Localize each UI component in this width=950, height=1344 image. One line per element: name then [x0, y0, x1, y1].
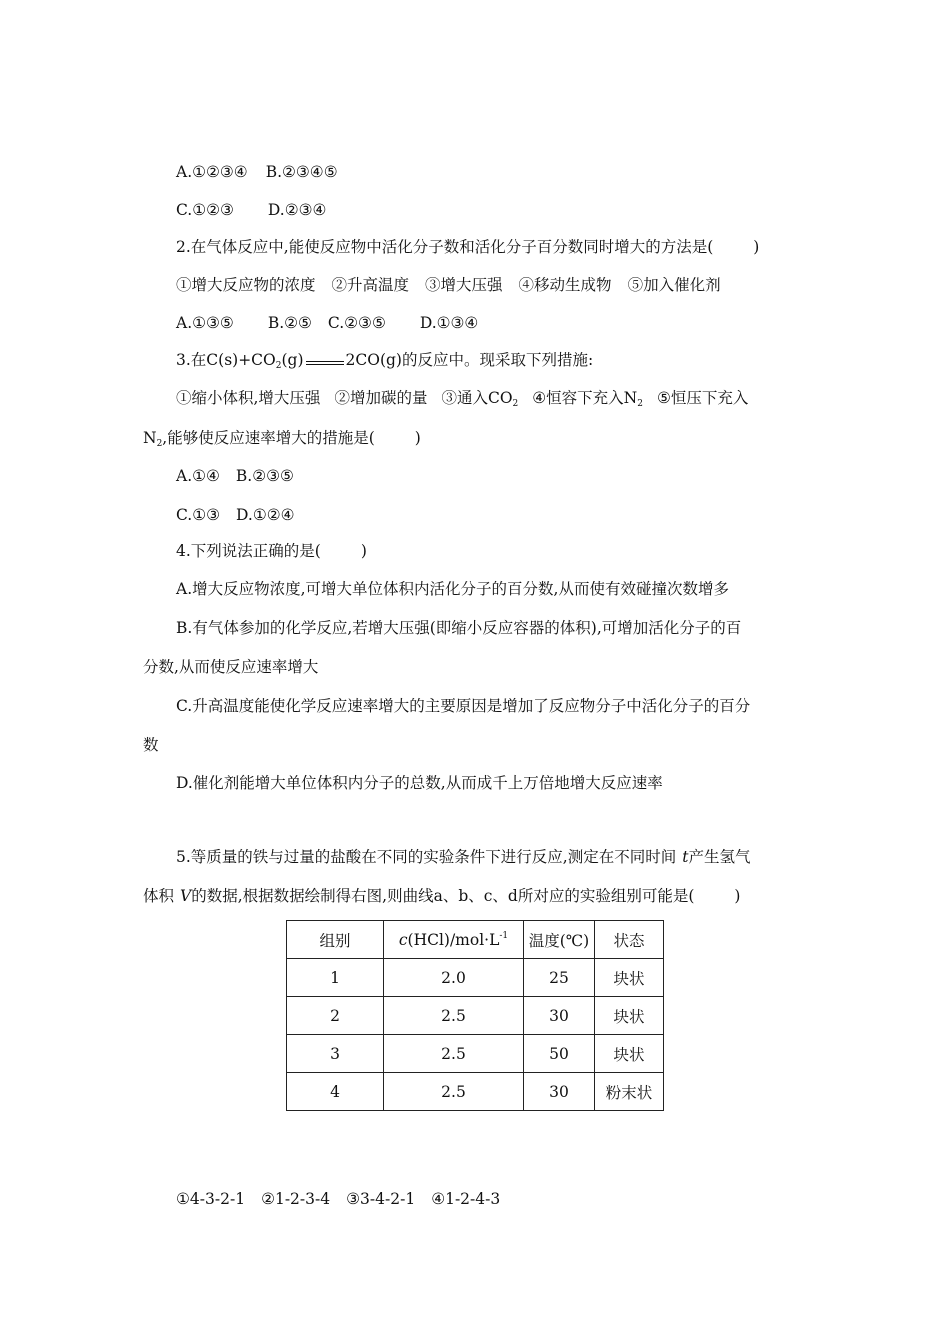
cell-temperature: 25	[524, 959, 595, 997]
cell-concentration: 2.5	[384, 997, 524, 1035]
q3-measure-1: ①缩小体积,增大压强	[176, 389, 321, 407]
q5-stem-line1	[176, 847, 750, 867]
q2-options	[176, 313, 478, 333]
q2-stem-text: 2.在气体反应中,能使反应物中活化分子数和活化分子百分数同时增大的方法是(	[176, 238, 714, 256]
cell-state: 块状	[595, 1035, 664, 1073]
q5-variable-v: V	[180, 887, 192, 905]
cell-state: 块状	[595, 997, 664, 1035]
q3-options-row2	[176, 505, 295, 525]
q4-option-b-line1: B.有气体参加的化学反应,若增大压强(即缩小反应容器的体积),可增加活化分子的百	[176, 619, 742, 637]
q2-measure-4: ④移动生成物	[518, 276, 612, 294]
cell-temperature: 50	[524, 1035, 595, 1073]
q5-choice-4: ④1-2-4-3	[431, 1190, 501, 1208]
table-row	[287, 959, 664, 997]
q4-stem	[176, 541, 367, 561]
cell-group: 4	[287, 1073, 384, 1111]
q3-measure-5: ⑤恒压下充入	[656, 389, 749, 407]
header-concentration-exponent: -1	[499, 930, 509, 941]
q2-option-b: B.②⑤	[267, 314, 312, 332]
q4-option-a: A.增大反应物浓度,可增大单位体积内活化分子的百分数,从而使有效碰撞次数增多	[176, 580, 729, 598]
cell-temperature: 30	[524, 1073, 595, 1111]
header-concentration-c: c	[398, 930, 408, 949]
q5-stem-part1: 5.等质量的铁与过量的盐酸在不同的实验条件下进行反应,测定在不同时间	[176, 848, 677, 866]
q2-measure-1: ①增大反应物的浓度	[176, 276, 316, 294]
header-concentration-unit: (HCl)/mol·L	[407, 930, 500, 949]
cell-group: 3	[287, 1035, 384, 1073]
q2-measure-3: ③增大压强	[425, 276, 503, 294]
experiment-table	[286, 920, 664, 1111]
q3-paren-close: )	[414, 429, 421, 447]
q3-option-c: C.①③	[176, 506, 221, 524]
q2-option-c: C.②③⑤	[327, 314, 386, 332]
q3-option-d: D.①②④	[236, 506, 295, 524]
cell-concentration: 2.5	[384, 1035, 524, 1073]
q3-option-b: B.②③⑤	[235, 467, 294, 485]
q5-stem-part3: 体积	[143, 887, 175, 905]
q3-measure-3: ③通入CO	[441, 389, 513, 407]
table-row	[287, 997, 664, 1035]
q1-option-d: D.②③④	[267, 201, 327, 219]
cell-concentration: 2.5	[384, 1073, 524, 1111]
q2-stem	[176, 237, 759, 257]
header-temperature: 温度(℃)	[524, 921, 595, 959]
q3-stem-part1: 3.在C(s)+CO	[176, 351, 276, 369]
q1-options-row1	[176, 162, 338, 182]
table-row	[287, 1035, 664, 1073]
q2-measure-5: ⑤加入催化剂	[627, 276, 721, 294]
q5-choices	[176, 1189, 500, 1209]
q3-stem-continued	[143, 428, 421, 454]
q3-stem-part3: 2CO(g)的反应中。现采取下列措施:	[345, 351, 594, 369]
q3-stem-part2: (g)	[281, 351, 304, 369]
q5-stem-line2	[143, 886, 740, 906]
q3-measures	[176, 388, 748, 414]
q4-option-d: D.催化剂能增大单位体积内分子的总数,从而成千上万倍地增大反应速率	[176, 774, 663, 792]
q3-measure-4: ④恒容下充入N	[532, 389, 638, 407]
q3-stem	[176, 350, 593, 376]
q3-options-row1	[176, 466, 294, 486]
q1-option-b: B.②③④⑤	[265, 163, 338, 181]
q5-choice-2: ②1-2-3-4	[261, 1190, 331, 1208]
header-concentration	[384, 921, 524, 959]
q5-choice-3: ③3-4-2-1	[346, 1190, 416, 1208]
table-header-row	[287, 921, 664, 959]
q3-option-a: A.①④	[176, 467, 220, 485]
q3-n2-subscript: 2	[637, 399, 643, 409]
cell-concentration: 2.0	[384, 959, 524, 997]
cell-group: 2	[287, 997, 384, 1035]
header-state: 状态	[595, 921, 664, 959]
q3-co2-subscript: 2	[275, 361, 282, 371]
q4-stem-text: 4.下列说法正确的是(	[176, 542, 321, 560]
q4-paren-close: )	[360, 542, 367, 560]
q5-stem-part2: 产生氢气	[688, 848, 751, 866]
q2-option-a: A.①③⑤	[176, 314, 234, 332]
cell-state: 粉末状	[595, 1073, 664, 1111]
q2-paren-close: )	[753, 238, 760, 256]
q5-paren-close: )	[734, 887, 741, 905]
cell-state: 块状	[595, 959, 664, 997]
q3-co2-subscript-2: 2	[512, 399, 519, 409]
q4-option-b-line2: 分数,从而使反应速率增大	[143, 658, 319, 676]
q5-stem-part4: 的数据,根据数据绘制得右图,则曲线a、b、c、d所对应的实验组别可能是(	[191, 887, 695, 905]
q3-measure-2: ②增加碳的量	[334, 389, 428, 407]
q2-measure-2: ②升高温度	[331, 276, 410, 294]
cell-group: 1	[287, 959, 384, 997]
table-row	[287, 1073, 664, 1111]
q4-option-c-line2: 数	[143, 736, 159, 754]
q2-option-d: D.①③④	[419, 314, 479, 332]
cell-temperature: 30	[524, 997, 595, 1035]
q3-question-text: ,能够使反应速率增大的措施是(	[162, 429, 375, 447]
q5-choice-1: ①4-3-2-1	[176, 1190, 246, 1208]
q5-variable-t: t	[682, 848, 689, 866]
q3-n2-subscript-2: 2	[156, 439, 163, 449]
q1-option-a: A.①②③④	[176, 163, 248, 181]
q2-measures	[176, 275, 721, 295]
q3-n2-text: N	[143, 429, 157, 447]
q1-option-c: C.①②③	[176, 201, 234, 219]
q1-options-row2	[176, 200, 326, 220]
q4-option-c-line1: C.升高温度能使化学反应速率增大的主要原因是增加了反应物分子中活化分子的百分	[176, 697, 751, 715]
header-group: 组别	[287, 921, 384, 959]
